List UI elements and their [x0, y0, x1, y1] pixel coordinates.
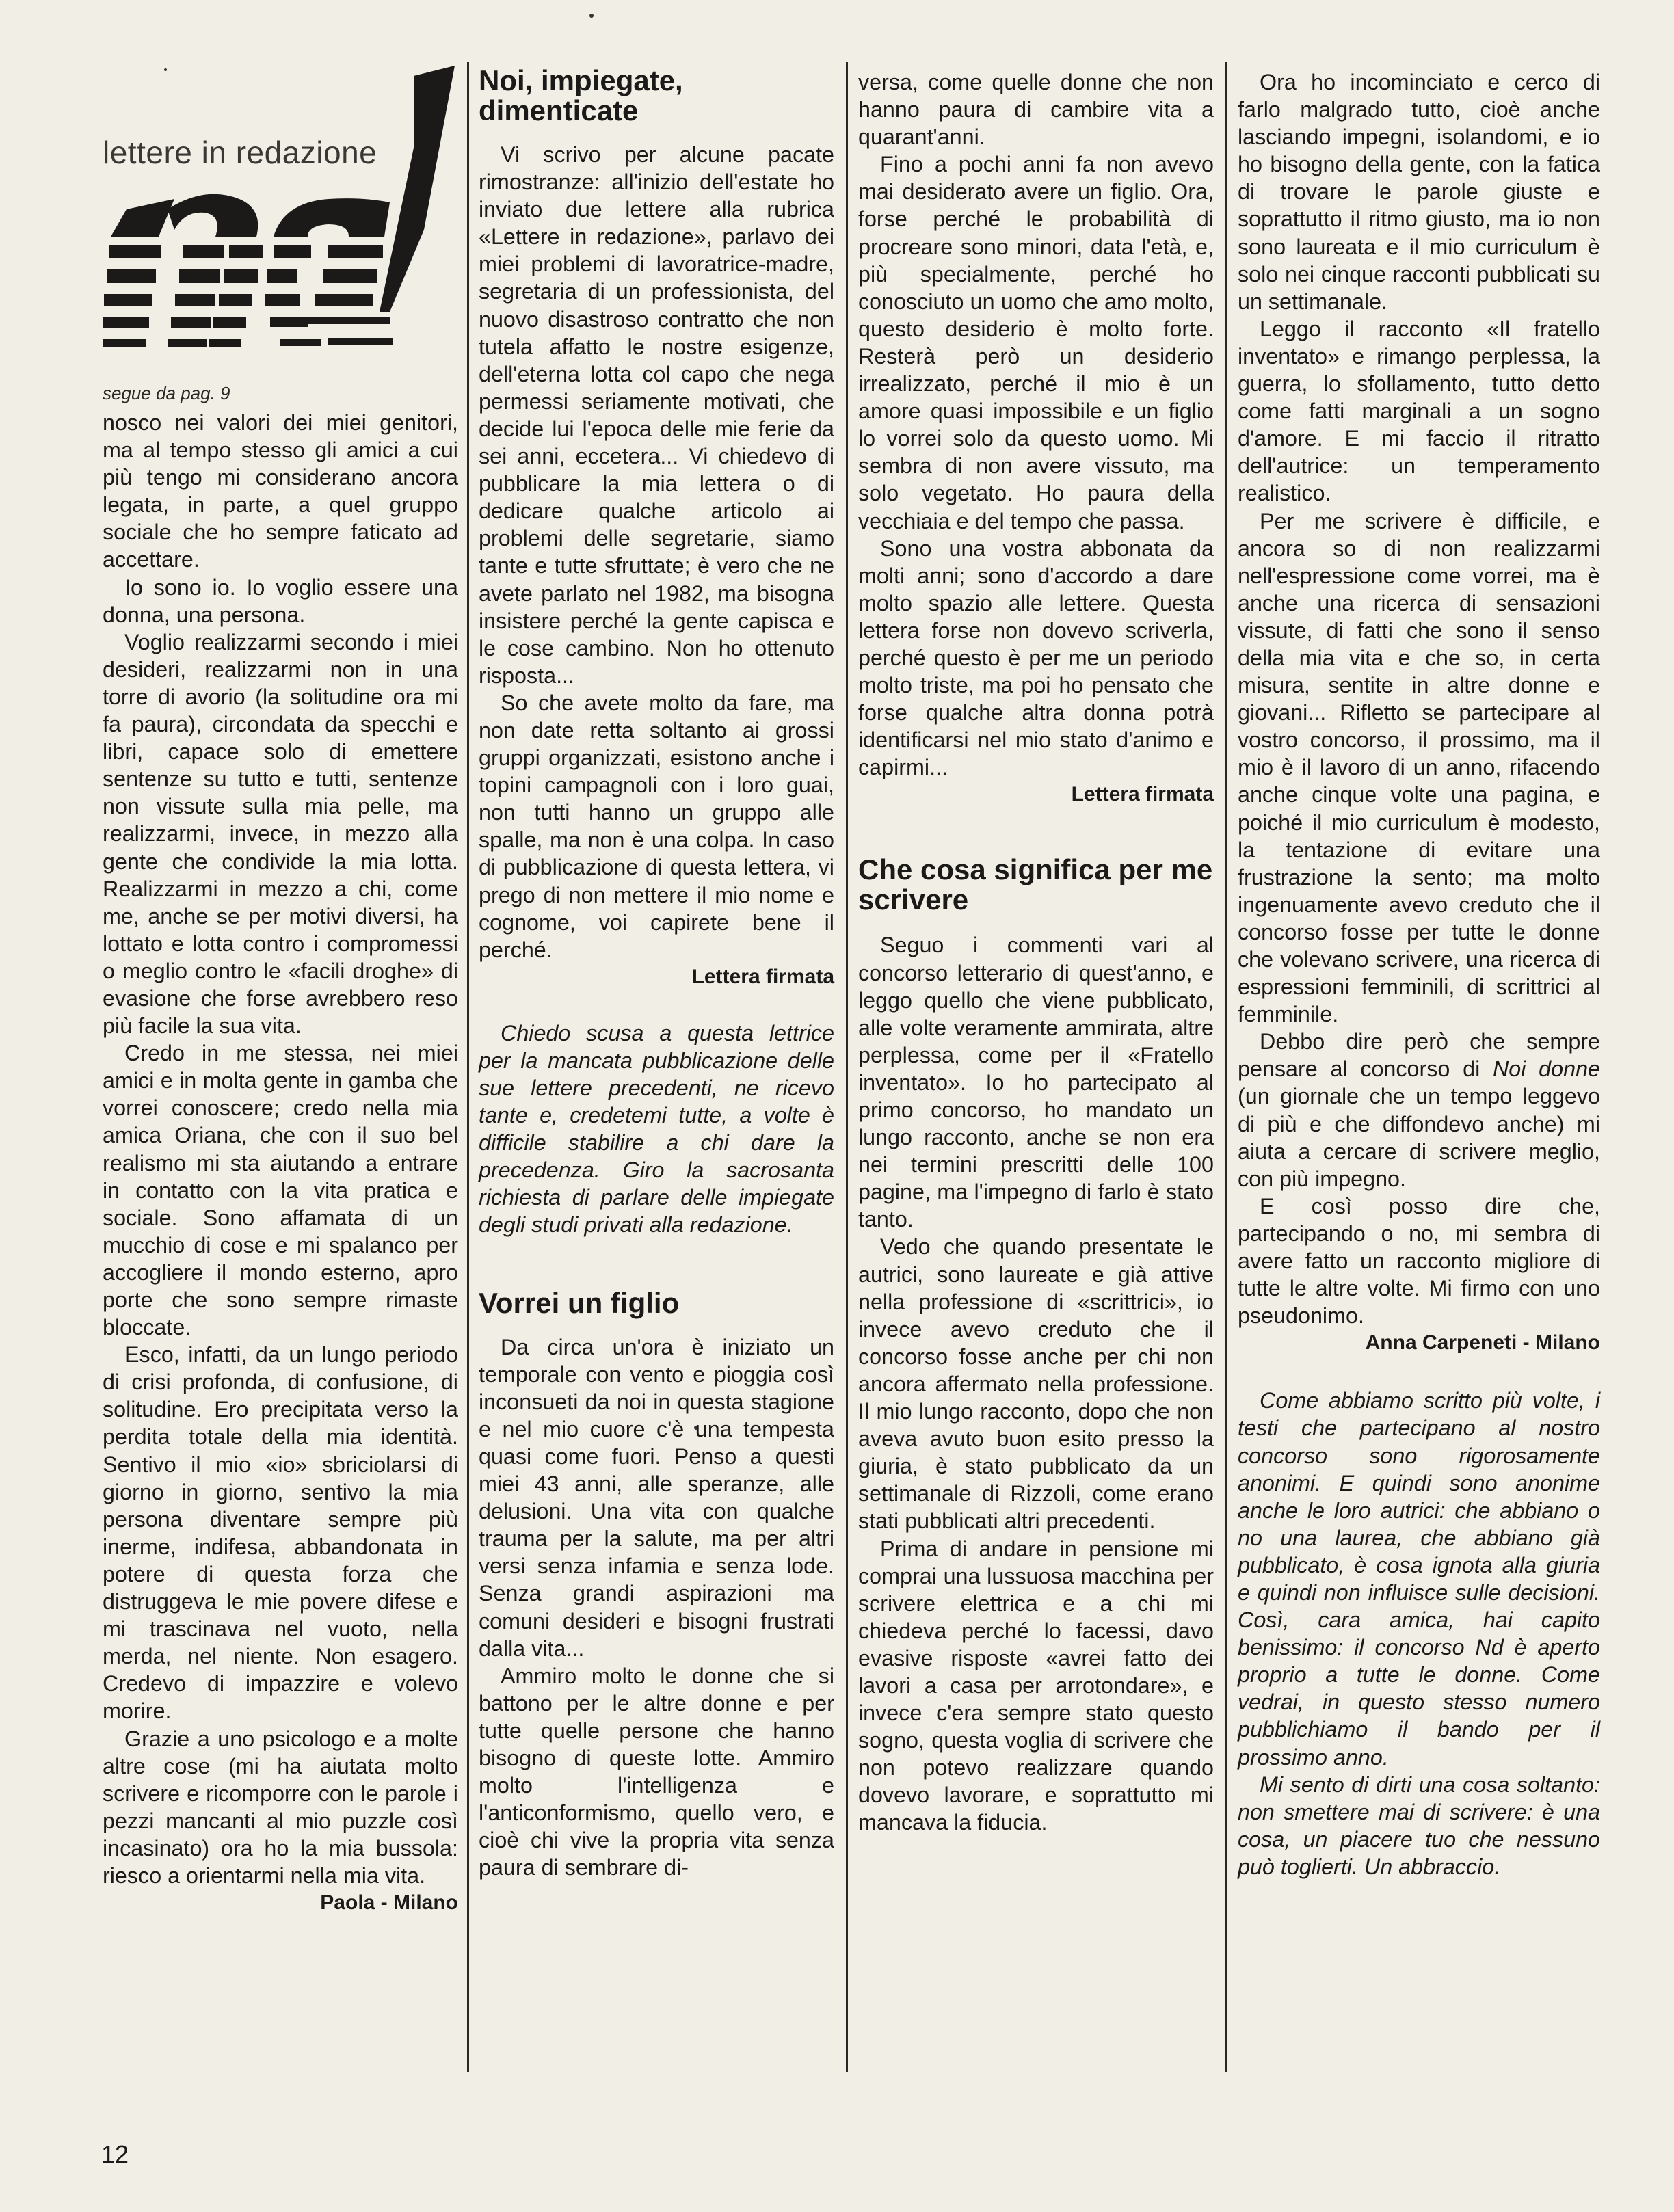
letter-paragraph: Per me scrivere è difficile, e ancora so di non realizzarmi nell'espressione come vorrei, ma è anche una ricerca di sensazioni vissute, di fatti che sono il senso della mia vita e che so, in certa misura, sentite in altre donne e giovani... Rifletto se partecipare al vostro concorso, il prossimo, ma il mio è il lavoro di un anno, rifacendo anche cinque volte una pagina, e poiché il mio curriculum è modesto, la tentazione di evitare una frustrazione la sento; ma molto ingenuamente avevo creduto che il concorso fosse per tutte le donne che volevano scrivere, una ricerca di espressioni femminili, di scrittrici al femminile. — [1238, 508, 1600, 1027]
letter-paragraph: Grazie a uno psicologo e a molte altre cose (mi ha aiutata molto scrivere e ricomporre con le parole i pezzi mancanti al mio puzzle così incasinato) ora ho la mia bussola: riesco a orientarmi nella mia vita. — [103, 1726, 458, 1888]
column-rule — [846, 62, 848, 2072]
letter-paragraph: Vi scrivo per alcune pacate rimostranze: all'inizio dell'estate ho inviato due lettere alla rubrica «Lettere in redazione», parlavo dei miei problemi di lavoratrice-madre, segretaria di un professionista, del nuovo disastroso contratto che non tutela affatto le nostre esigenze, dell'eterna lotta col capo che nega permessi seriamente motivati, che decide lui l'epoca delle mie ferie da sei anni, eccetera... Vi chiedevo di pubblicare la mia lettera o di dedicare qualche articolo ai problemi delle segretarie, siamo tante e tutte sfruttate; è vero che ne avete parlato nel 1982, ma bisogna insistere perché la gente capisca e le cose cambino. Non ho ottenuto risposta... — [479, 142, 834, 688]
letter-paragraph: Fino a pochi anni fa non avevo mai desiderato avere un figlio. Ora, forse perché le probabilità di procreare sono minori, data l'età, e, più specialmente, perché ho conosciuto un uomo che amo molto, questo desiderio è molto forte. Resterà però un desiderio irrealizzato, perché il mio è un amore quasi impossibile e un figlio lo vorrei solo da questo uomo. Mi sembra di non avere vissuto, ma solo vegetato. Ho paura della vecchiaia e del tempo che passa. — [858, 152, 1214, 533]
letter-paragraph: Voglio realizzarmi secondo i miei desideri, realizzarmi non in una torre di avorio (la solitudine ora mi fa paura), circondata da specchi e libri, capace solo di emettere sentenze su tutto e tutti, sentenze non vissute sulla mia pelle, ma realizzarmi, invece, in mezzo alla gente che condivide la mia lotta. Realizzarmi in mezzo a chi, come me, anche se per motivi diversi, ha lottato e lotta contro i compromessi o meglio contro le «facili droghe» di evasione che forse avrebbero reso più facile la sua vita. — [103, 629, 458, 1039]
letter-heading: Noi, impiegate, dimenticate — [479, 64, 683, 126]
letter-signature: Lettera firmata — [1071, 783, 1214, 806]
letter-paragraph: E così posso dire che, partecipando o no, mi sembra di avere fatto un racconto migliore di tutte le altre volte. Mi firmo con uno pseudonimo. — [1238, 1193, 1600, 1329]
letter-paragraph: Leggo il racconto «Il fratello inventato» e rimango perplessa, la guerra, lo sfollamento, tutto detto come fatti marginali a un sogno d'amore. E mi faccio il ritratto dell'autrice: un temperamento realistico. — [1238, 316, 1600, 506]
continued-from-note: segue da pag. 9 — [103, 383, 230, 403]
column-logo — [103, 66, 465, 387]
nd-logo-graphic — [103, 66, 465, 387]
column-3 — [858, 68, 1214, 1837]
letter-paragraph: Da circa un'ora è iniziato un temporale con vento e pioggia così inconsueti da noi in questa stagione e nel mio cuore c'è una tempesta quasi come fuori. Penso a questi miei 43 anni, alle speranze, alle delusioni. Una vita con qualche trauma per la salute, ma per altri versi senza infamia e senza lode. Senza grandi aspirazioni ma comuni desideri e bisogni frustrati dalla vita... — [479, 1334, 834, 1661]
letter-heading: Che cosa significa per me scrivere — [858, 853, 1213, 916]
letter-paragraph: nosco nei valori dei miei genitori, ma al tempo stesso gli amici a cui più tengo mi considerano ancora legata, in parte, a quel gruppo sociale che ho sempre faticato ad accettare. — [103, 410, 458, 572]
letter-paragraph: Ora ho incominciato e cerco di farlo malgrado tutto, cioè anche lasciando impegni, isolandomi, e io ho bisogno della gente, con la fatica di trovare le parole giuste e soprattutto il ritmo giusto, ma io non sono laureata e il mio curriculum è solo nei cinque racconti pubblicati su un settimanale. — [1238, 70, 1600, 314]
editor-reply: Come abbiamo scritto più volte, i testi che partecipano al nostro concorso sono rigorosamente anonimi. E quindi sono anonime anche le loro autrici: che abbiano o no una laurea, che abbiano già pubblicato, è cosa ignota alla giuria e quindi non influisce sulle decisioni. Così, cara amica, hai capito benissimo: il concorso Nd è aperto proprio a tutte le donne. Come vedrai, in questo stesso numero pubblichiamo il bando per il prossimo anno. — [1238, 1388, 1600, 1770]
column-1 — [103, 409, 458, 1917]
letter-signature: Paola - Milano — [320, 1891, 458, 1915]
letter-paragraph: Seguo i commenti vari al concorso letterario di quest'anno, e leggo quello che viene pubblicato, alle volte veramente ammirata, altre perplessa, come per il «Fratello inventato». Io ho partecipato al primo concorso, ho mandato un lungo racconto, anche se non era nei termini prescritti delle 100 pagine, ma l'impegno di farlo è stato tanto. — [858, 933, 1214, 1232]
letter-paragraph: So che avete molto da fare, ma non date retta soltanto ai grossi gruppi organizzati, esistono anche i topini campagnoli con i loro guai, non tutti hanno un gruppo alle spalle, ma non è una colpa. In caso di pubblicazione di questa lettera, vi prego di non mettere il mio nome e cognome, voi capirete bene il perché. — [479, 690, 834, 962]
letter-signature: Lettera firmata — [691, 965, 834, 988]
letter-paragraph: Prima di andare in pensione mi comprai una lussuosa macchina per scrivere elettrica e a chi mi chiedeva perché lo facessi, davo evasive risposte «avrei fatto dei lavori a casa per arrotondare», e invece c'era sempre stato questo sogno, questa voglia di scrivere che non potevo realizzare quando dovevo lavorare, e soprattutto mi mancava la fiducia. — [858, 1536, 1214, 1835]
editor-reply: Chiedo scusa a questa lettrice per la mancata pubblicazione delle sue lettere precedenti, ne ricevo tante e, credetemi tutte, a volte è difficile stabilire a chi dare la precedenza. Giro la sacrosanta richiesta di parlare delle impiegate degli studi privati alla redazione. — [479, 1020, 834, 1238]
letter-paragraph: Vedo che quando presentate le autrici, sono laureate e già attive nella professione di «scrittrici», io invece avevo creduto che il concorso fosse anche per chi non ancora affermato nella professione. Il mio lungo racconto, dopo che non aveva avuto buon esito presso la giuria, è stato pubblicato da un settimanale di Rizzoli, come erano stati pubblicati altri precedenti. — [858, 1234, 1214, 1534]
letter-signature: Anna Carpeneti - Milano — [1365, 1331, 1600, 1355]
column-rule — [1225, 62, 1227, 2072]
text-run: Debbo dire però che sempre pensare al concorso di — [1238, 1029, 1600, 1082]
column-4 — [1238, 68, 1600, 1880]
page-number: 12 — [101, 2140, 129, 2168]
magazine-title: Noi donne — [1492, 1056, 1600, 1082]
letter-paragraph: versa, come quelle donne che non hanno paura di cambire vita a quarant'anni. — [858, 70, 1214, 150]
letter-heading: Vorrei un figlio — [479, 1286, 680, 1319]
text-run: (un giornale che un tempo leggevo di più e che diffondevo anche) mi aiuta a cercare di scrivere meglio, con più impegno. — [1238, 1084, 1600, 1191]
letter-paragraph — [1238, 1028, 1600, 1192]
letter-paragraph: Esco, infatti, da un lungo periodo di crisi profonda, di confusione, di solitudine. Ero precipitata verso la perdita totale della mia identità. Sentivo il mio «io» sbriciolarsi di giorno in giorno, sentivo la mia persona diventare sempre più inerme, indifesa, abbandonata in potere di questa forza che distruggeva le mie povere difese e mi trascinava nel vuoto, nella merda, nel niente. Non esagero. Credevo di impazzire e volevo morire. — [103, 1342, 458, 1724]
column-2 — [479, 66, 834, 1881]
letter-paragraph: Ammiro molto le donne che si battono per le altre donne e per tutte quelle persone che hanno bisogno di queste lotte. Ammiro molto l'intelligenza e l'anticonformismo, quello vero, e cioè chi vive la propria vita senza paura di sembrare di- — [479, 1663, 834, 1880]
print-speck — [164, 68, 167, 71]
column-label: lettere in redazione — [103, 135, 377, 170]
editor-reply: Mi sento di dirti una cosa soltanto: non smettere mai di scrivere: è una cosa, un piacere tuo che nessuno può toglierti. Un abbraccio. — [1238, 1772, 1600, 1879]
letter-paragraph: Credo in me stessa, nei miei amici e in molta gente in gamba che vorrei conoscere; credo nella mia amica Oriana, che con il suo bel realismo mi sta aiutando a entrare in contatto con la vita pratica e sociale. Sono affamata di un mucchio di cose e mi spalanco per accogliere il mondo esterno, apro porte che sono sempre rimaste bloccate. — [103, 1041, 458, 1340]
column-rule — [467, 62, 469, 2072]
print-speck — [589, 14, 594, 18]
letter-paragraph: Sono una vostra abbonata da molti anni; sono d'accordo a dare molto spazio alle lettere. Questa lettera forse non dovevo scriverla, perché questo è per me un periodo molto triste, ma poi ho pensato che forse qualche altra donna potrà identificarsi nel mio stato d'animo e capirmi... — [858, 535, 1214, 780]
letter-paragraph: Io sono io. Io voglio essere una donna, una persona. — [103, 574, 458, 627]
